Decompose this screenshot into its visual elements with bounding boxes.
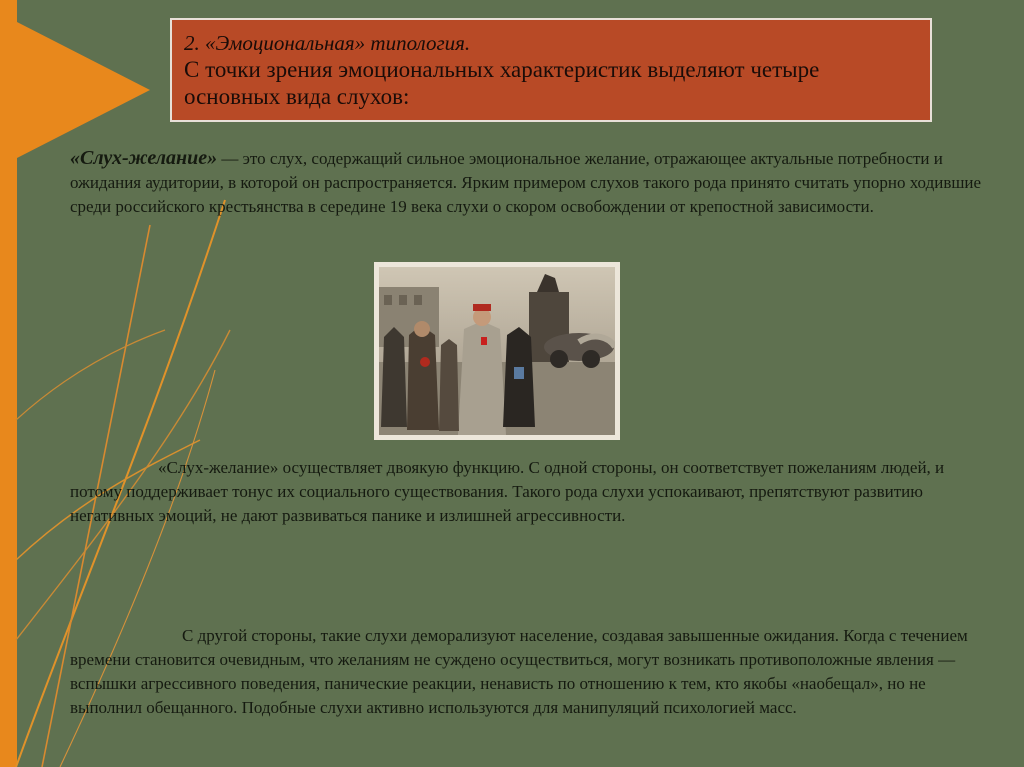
painting-image bbox=[374, 262, 620, 440]
slide-title: С точки зрения эмоциональных характеристик выделяют четыре основных вида слухов: bbox=[184, 57, 820, 109]
decorative-line bbox=[16, 330, 165, 420]
left-orange-bar bbox=[0, 0, 17, 767]
paragraph-function: «Слух-желание» осуществляет двоякую функцию. С одной стороны, он соответствует пожеланиям людей, и потому поддерживает тонус их социального существования. Такого рода слухи успокаивают, препятствуют развитию негативных эмоций, не дают развиваться панике и излишней агрессивности. bbox=[70, 458, 945, 525]
term-rumor-wish: «Слух-желание» bbox=[70, 147, 218, 169]
definition-text: — это слух, содержащий сильное эмоциональное желание, отражающее актуальные потребности и ожидания аудитории, в которой он распространяется. Ярким примером слухов такого рода принято считать упорно ходившие среди российского крестьянства в середине 19 века слухи о скором освобождении от крепостной зависимости. bbox=[70, 149, 982, 216]
title-box bbox=[170, 18, 932, 122]
orange-arrow-shape bbox=[17, 22, 150, 158]
paragraph-consequences: С другой стороны, такие слухи деморализуют население, создавая завышенные ожидания. Когда с течением времени становится очевидным, что желаниям не суждено осуществиться, могут возникать противоположные явления — вспышки агрессивного поведения, панические реакции, ненависть по отношению к тем, кто якобы «наобещал», но не выполнил обещанного. Подобные слухи активно используются для манипуляций психологией масс. bbox=[70, 626, 968, 717]
paragraph-definition bbox=[70, 146, 1000, 219]
painting-illustration bbox=[379, 267, 615, 435]
slide-subtitle: 2. «Эмоциональная» типология. bbox=[184, 31, 471, 55]
